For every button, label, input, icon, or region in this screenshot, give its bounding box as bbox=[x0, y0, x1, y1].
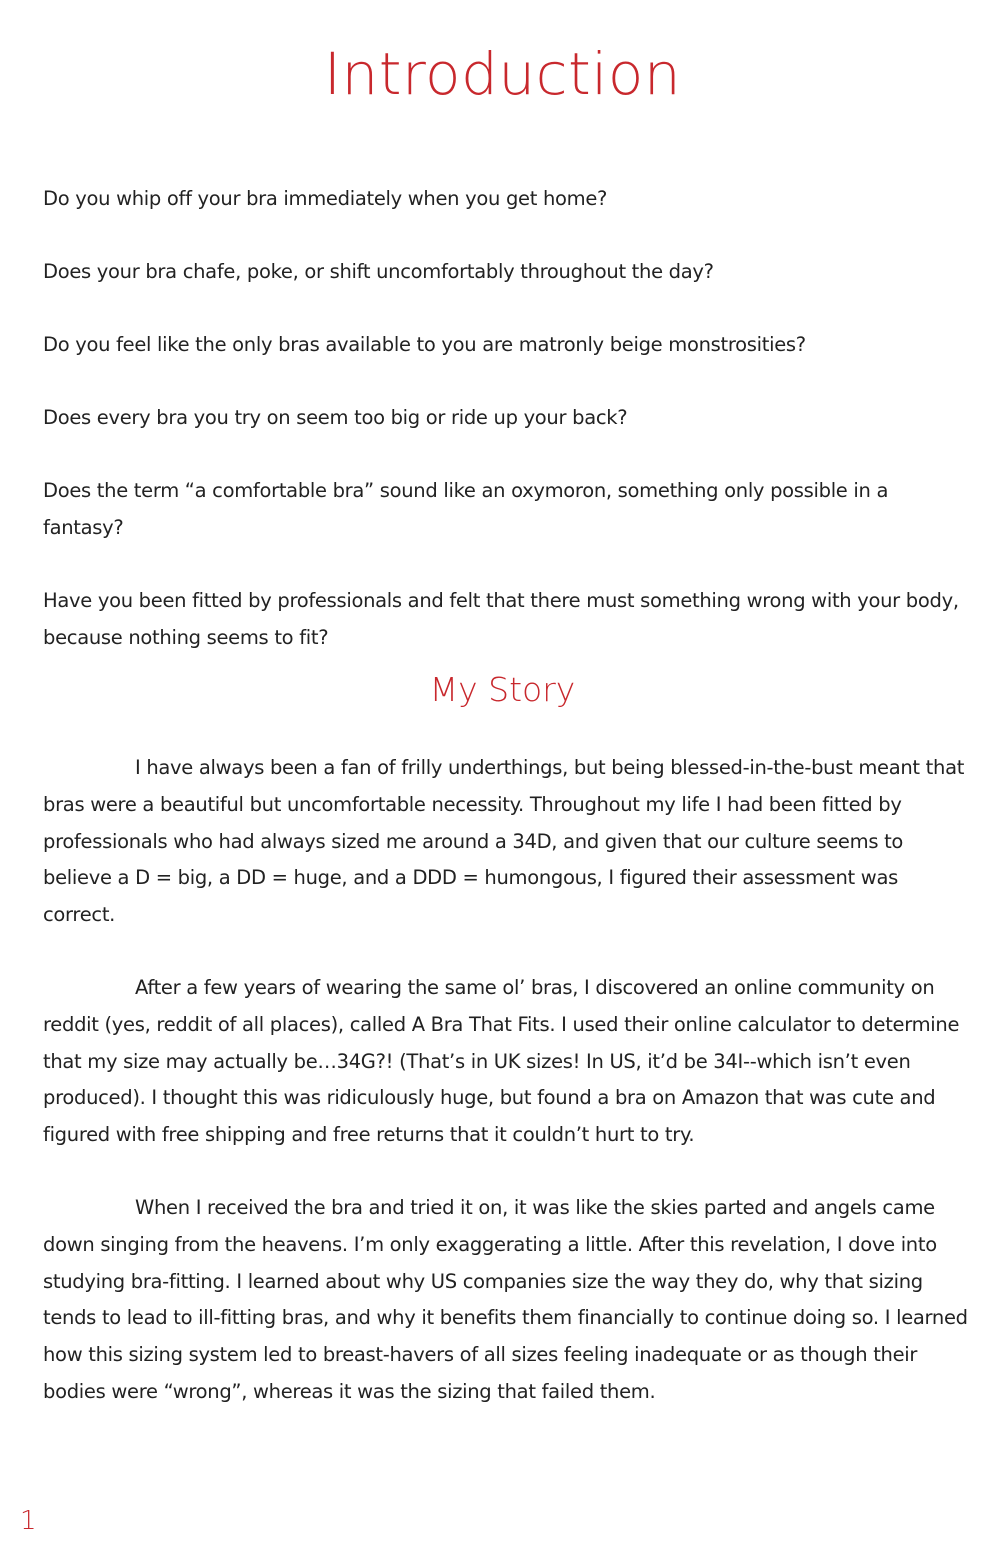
story-paragraph: After a few years of wearing the same ol’ bras, I discovered an online community on reddit (yes, reddit of all places), called A Bra That Fits. I used their online calculator to determine that my size may actually be…34G?! (That’s in UK sizes! In US, it’d be 34I--which isn’t even produced). I thought this was ridiculously huge, but found a bra on Amazon that was cute and figured with free shipping and free returns that it couldn’t hurt to try. bbox=[43, 975, 960, 1147]
question-item: Does the term “a comfortable bra” sound like an oxymoron, something only possible in a fantasy? bbox=[43, 479, 889, 539]
section-heading-my-story: My Story bbox=[429, 670, 576, 709]
question-list bbox=[43, 180, 968, 692]
question-item: Does every bra you try on seem too big or ride up your back? bbox=[43, 406, 628, 429]
question-item: Does your bra chafe, poke, or shift uncomfortably throughout the day? bbox=[43, 260, 714, 283]
story-paragraph: I have always been a fan of frilly underthings, but being blessed-in-the-bust meant that bras were a beautiful but uncomfortable necessity. Throughout my life I had been fitted by professionals who had always sized me around a 34D, and given that our culture seems to believe a D = big, a DD = huge, and a DDD = humongous, I figured their assessment was correct. bbox=[43, 756, 965, 927]
question-item: Have you been fitted by professionals and felt that there must something wrong with your body, because nothing seems to fit? bbox=[43, 589, 959, 649]
question-item: Do you whip off your bra immediately when you get home? bbox=[43, 187, 608, 210]
page-title: Introduction bbox=[323, 40, 682, 108]
question-item: Do you feel like the only bras available to you are matronly beige monstrosities? bbox=[43, 333, 806, 356]
story-paragraph: When I received the bra and tried it on, it was like the skies parted and angels came down singing from the heavens. I’m only exaggerating a little. After this revelation, I dove into studying bra-fitting. I learned about why US companies size the way they do, why that sizing tends to lead to ill-fitting bras, and why it benefits them financially to continue doing so. I learned how this sizing system led to breast-havers of all sizes feeling inadequate or as though their bodies were “wrong”, whereas it was the sizing that failed them. bbox=[43, 1195, 968, 1403]
story-body bbox=[43, 750, 968, 1447]
page-number: 1 bbox=[20, 1506, 37, 1536]
